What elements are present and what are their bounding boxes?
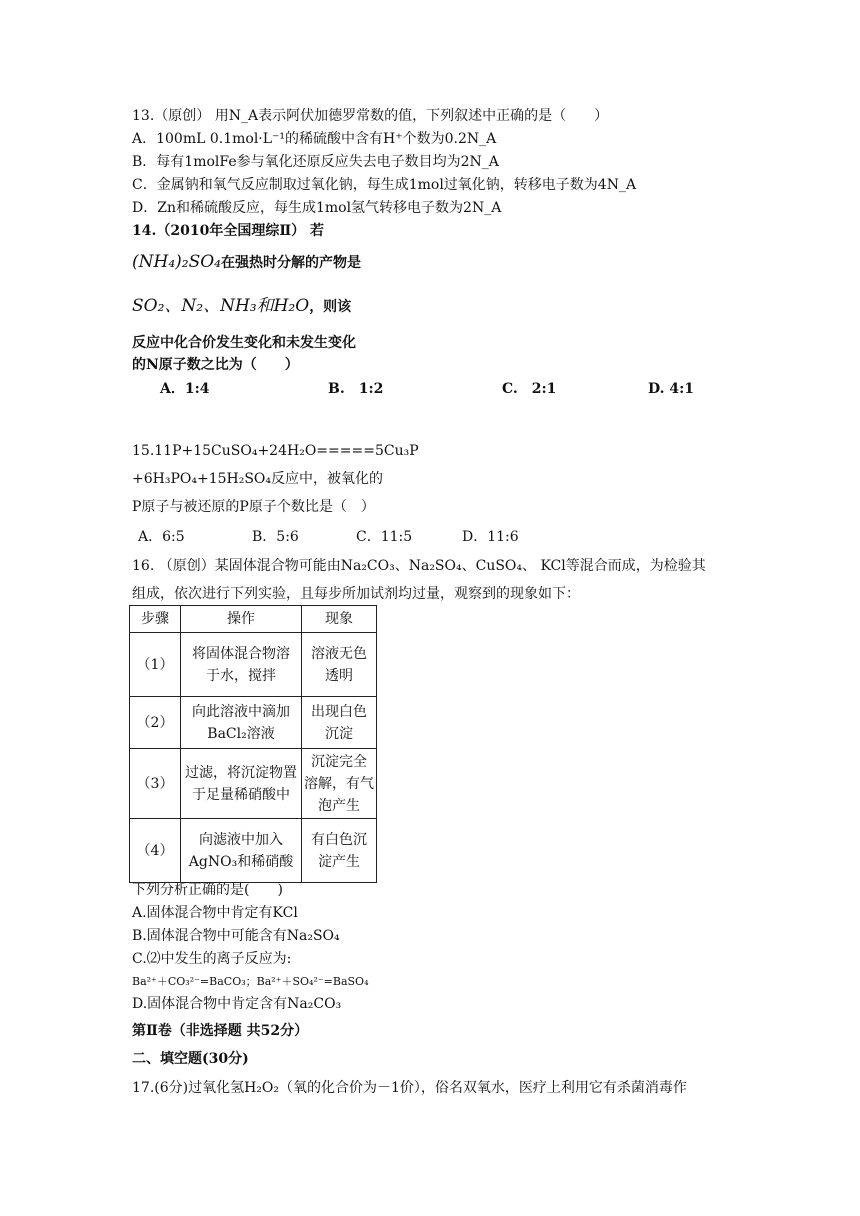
observation-text: 泡产生 [318, 797, 360, 814]
observation-cell [302, 749, 377, 819]
step-cell: （1） [130, 633, 181, 697]
operation-cell [181, 697, 302, 749]
q14-formula: (NH₄)₂SO₄ [132, 252, 221, 272]
step-cell: （3） [130, 749, 181, 819]
experiment-table [129, 605, 377, 883]
q16-option-c: C.⑵中发生的离子反应为: [132, 951, 292, 967]
table-row [130, 749, 377, 819]
q15-option-c: C．11:5 [356, 529, 413, 545]
q15-line1: 15.11P+15CuSO₄+24H₂O=====5Cu₃P [132, 443, 419, 459]
table-row [130, 819, 377, 883]
operation-text: 于水，搅拌 [206, 667, 276, 684]
q14-option-c: C. 2:1 [502, 381, 557, 397]
observation-cell [302, 697, 377, 749]
observation-cell [302, 819, 377, 883]
q14-head: 14.（2010年全国理综Ⅱ） 若 [132, 223, 324, 239]
operation-cell [181, 819, 302, 883]
q14-line2 [132, 252, 361, 273]
q16-option-b: B.固体混合物中可能含有Na₂SO₄ [132, 928, 340, 944]
q13-option-d: D．Zn和稀硫酸反应，每生成1mol氢气转移电子数为2N_A [132, 200, 502, 216]
header-operation: 操作 [181, 606, 302, 633]
q14-line3 [132, 296, 351, 317]
q14-products: SO₂、N₂、NH₃和H₂O [132, 296, 310, 316]
observation-text: 沉淀完全 [311, 753, 367, 770]
q16-line2: 组成，依次进行下列实验，且每步所加试剂均过量，观察到的现象如下： [132, 586, 580, 602]
operation-cell [181, 633, 302, 697]
observation-text: 淀产生 [318, 853, 360, 870]
operation-cell [181, 749, 302, 819]
q14-line4: 反应中化合价发生变化和未发生变化 [132, 335, 356, 351]
q14-option-d: D. 4:1 [648, 381, 695, 397]
q14-line2-text: 在强热时分解的产物是 [221, 255, 361, 271]
step-cell: （2） [130, 697, 181, 749]
operation-text: 向此溶液中滴加 [192, 703, 290, 720]
q15-line2: +6H₃PO₄+15H₂SO₄反应中，被氧化的 [132, 471, 384, 487]
q13-option-c: C．金属钠和氧气反应制取过氧化钠，每生成1mol过氧化钠，转移电子数为4N_A [132, 177, 637, 193]
q13-option-a: A．100mL 0.1mol·L⁻¹的稀硫酸中含有H⁺个数为0.2N_A [132, 131, 497, 147]
table-header-row [130, 606, 377, 633]
q14-then: ，则该 [309, 299, 352, 315]
step-cell: （4） [130, 819, 181, 883]
q16-option-a: A.固体混合物中肯定有KCl [132, 905, 298, 921]
section2-title: 第Ⅱ卷（非选择题 共52分） [132, 1023, 309, 1039]
observation-text: 透明 [325, 667, 353, 684]
q14-line5: 的N原子数之比为（ ） [132, 357, 299, 373]
q15-option-b: B．5:6 [252, 529, 299, 545]
operation-text: 向滤液中加入 [199, 831, 283, 848]
q15-line3: P原子与被还原的P原子个数比是（ ） [132, 499, 375, 515]
q14-option-b: B. 1:2 [328, 381, 384, 397]
operation-text: AgNO₃和稀硝酸 [188, 853, 294, 870]
part2-title: 二、填空题(30分) [132, 1051, 249, 1067]
observation-cell [302, 633, 377, 697]
table-row [130, 697, 377, 749]
q15-option-d: D．11:6 [462, 529, 519, 545]
observation-text: 溶解，有气 [304, 775, 374, 792]
operation-text: BaCl₂溶液 [207, 725, 275, 742]
table-row [130, 633, 377, 697]
observation-text: 沉淀 [325, 725, 353, 742]
observation-text: 出现白色 [311, 703, 367, 720]
operation-text: 于足量稀硝酸中 [192, 786, 290, 803]
q16-option-c-equation: Ba²⁺＋CO₃²⁻=BaCO₃；Ba²⁺＋SO₄²⁻=BaSO₄ [132, 975, 369, 988]
operation-text: 过滤，将沉淀物置 [185, 764, 297, 781]
observation-text: 溶液无色 [311, 645, 367, 662]
q14-option-a: A．1:4 [160, 381, 210, 397]
observation-text: 有白色沉 [311, 831, 367, 848]
operation-text: 将固体混合物溶 [192, 645, 290, 662]
q16-ask: 下列分析正确的是( ) [132, 882, 283, 898]
q16-line1: 16. （原创）某固体混合物可能由Na₂CO₃、Na₂SO₄、CuSO₄、 KCl等混合而成，为检验其 [132, 558, 706, 574]
q13-stem: 13.（原创） 用N_A表示阿伏加德罗常数的值，下列叙述中正确的是（ ） [132, 108, 609, 124]
q17-line1: 17.(6分)过氧化氢H₂O₂（氧的化合价为－1价），俗名双氧水，医疗上利用它有杀菌消毒作 [132, 1080, 687, 1096]
header-observation: 现象 [302, 606, 377, 633]
q16-option-d: D.固体混合物中肯定含有Na₂CO₃ [132, 996, 342, 1012]
q15-option-a: A．6:5 [138, 529, 185, 545]
q13-option-b: B．每有1molFe参与氧化还原反应失去电子数目均为2N_A [132, 154, 499, 170]
header-step: 步骤 [130, 606, 181, 633]
